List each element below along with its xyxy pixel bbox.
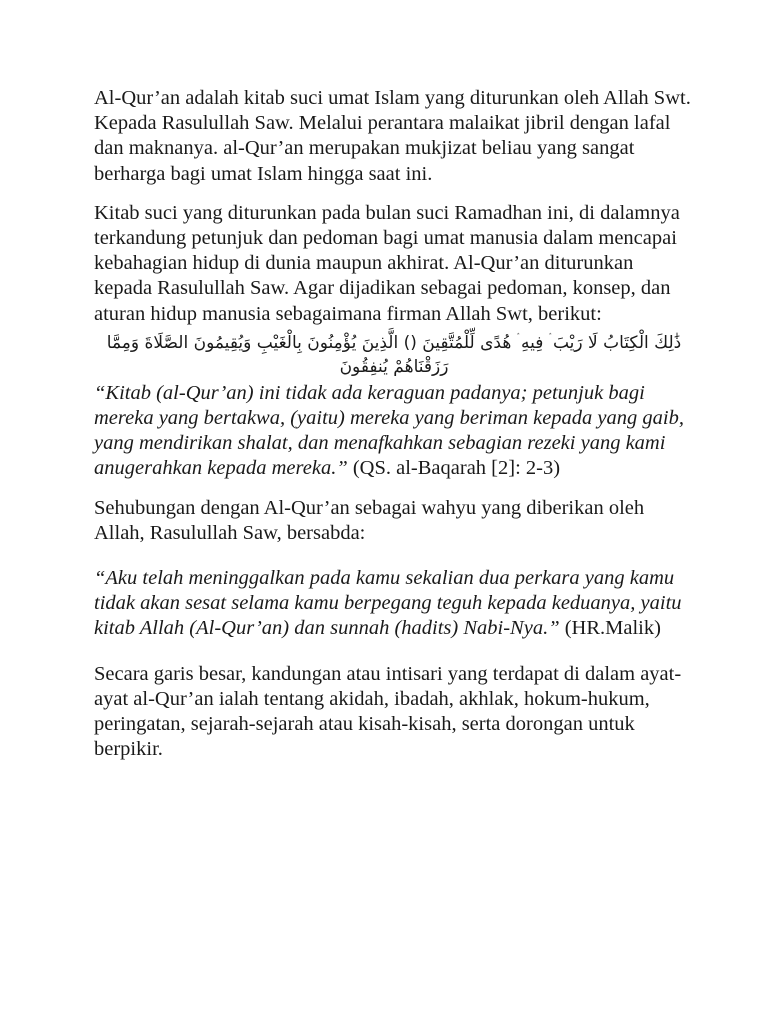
verse-translation: “Kitab (al-Qur’an) ini tidak ada keraguan padanya; petunjuk bagi mereka yang bertakwa, (yaitu) mereka yang beriman kepada yang gaib, yang mendirikan shalat, dan menafkahkan sebagian rezeki yang kami anugerahkan kepada mereka.” [94,381,684,480]
verse-translation-block [94,381,694,482]
hadith-block [94,566,694,642]
paragraph-contents-summary: Secara garis besar, kandungan atau intisari yang terdapat di dalam ayat-ayat al-Qur’an ialah tentang akidah, ibadah, akhlak, hokum-hukum, peringatan, sejarah-sejarah atau kisah-kisah, serta dorongan untuk berpikir. [94,662,682,761]
paragraph-hadith-intro: Sehubungan dengan Al-Qur’an sebagai wahyu yang diberikan oleh Allah, Rasulullah Saw, bersabda: [94,496,645,544]
document-page [94,86,694,776]
verse-reference: (QS. al-Baqarah [2]: 2-3) [347,457,561,480]
hadith-reference: (HR.Malik) [559,617,661,640]
paragraph-ramadhan: Kitab suci yang diturunkan pada bulan suci Ramadhan ini, di dalamnya terkandung petunjuk dan pedoman bagi umat manusia dalam mencapai kebahagian hidup di dunia maupun akhirat. Al-Qur’an diturunkan kepada Rasulullah Saw. Agar dijadikan sebagai pedoman, konsep, dan aturan hidup manusia sebagaimana firman Allah Swt, berikut: [94,201,680,325]
hadith-text: “Aku telah meninggalkan pada kamu sekalian dua perkara yang kamu tidak akan sesat selama kamu berpegang teguh kepada keduanya, yaitu kitab Allah (Al-Qur’an) dan sunnah (hadits) Nabi-Nya.” [94,567,682,640]
paragraph-introduction: Al-Qur’an adalah kitab suci umat Islam yang diturunkan oleh Allah Swt. Kepada Rasulullah Saw. Melalui perantara malaikat jibril dengan lafal dan maknanya. al-Qur’an merupakan mukjizat beliau yang sangat berharga bagi umat Islam hingga saat ini. [94,87,691,185]
arabic-verse: ذَٰلِكَ الْكِتَابُ لَا رَيْبَ ۛ فِيهِ ۛ هُدًى لِّلْمُتَّقِينَ () الَّذِينَ يُؤْمِنُونَ بِالْغَيْبِ وَيُقِيمُونَ الصَّلَاةَ وَمِمَّا رَزَقْنَاهُمْ يُنفِقُونَ [106,332,682,377]
